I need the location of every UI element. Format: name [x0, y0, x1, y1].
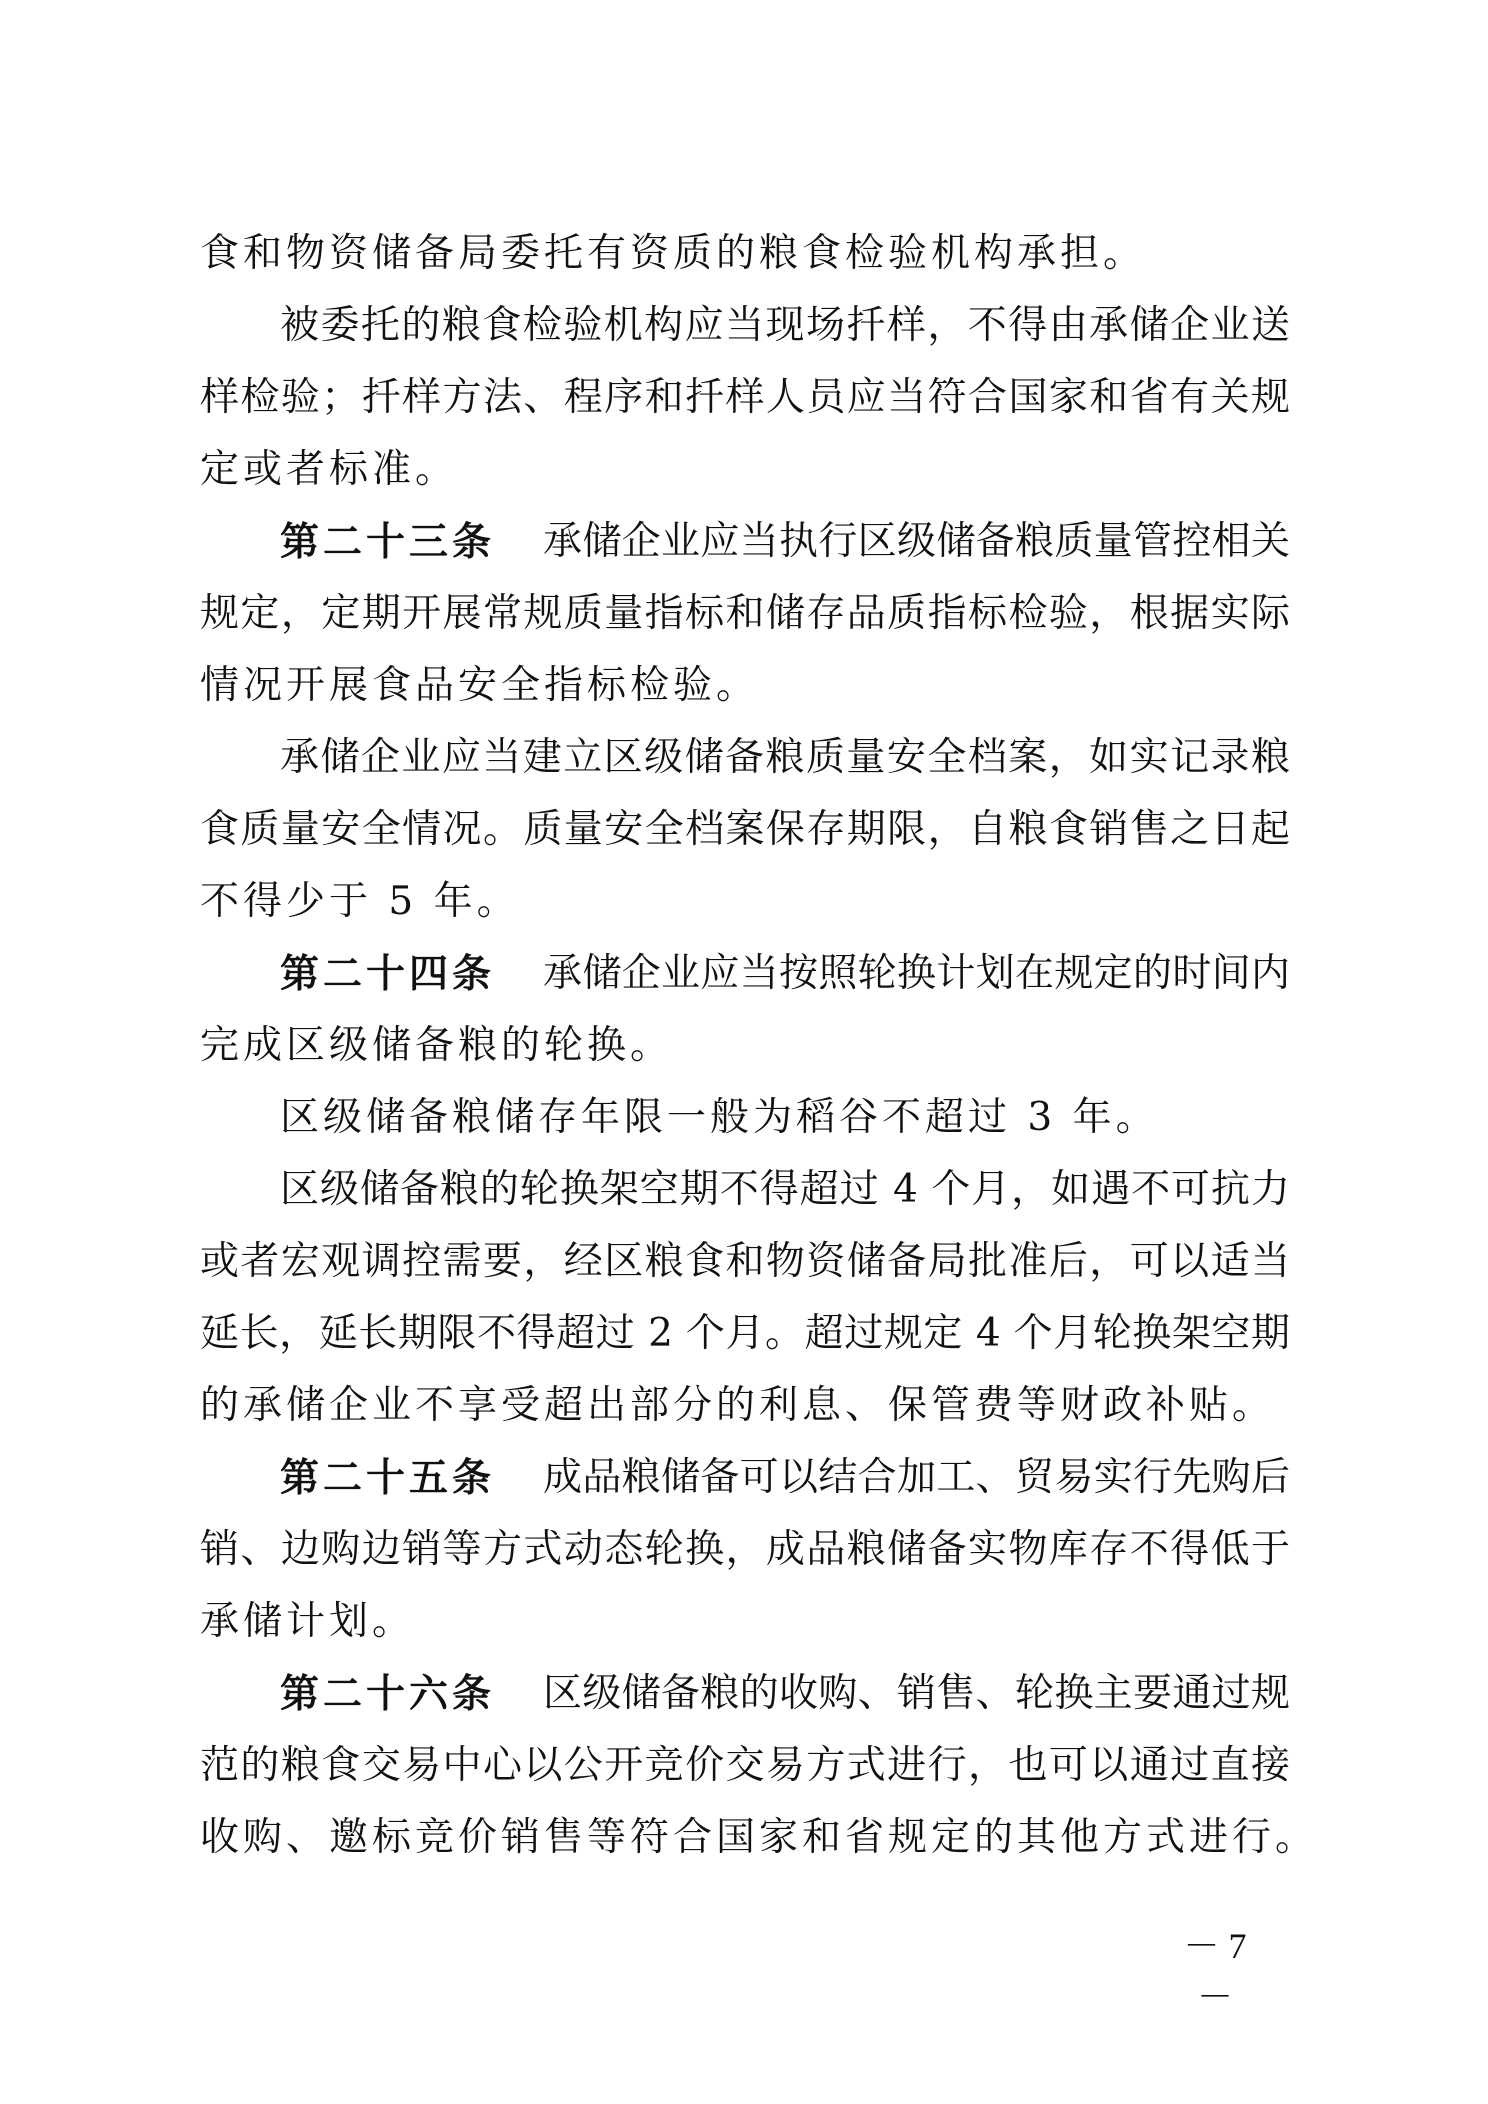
paragraph-text: 不得少于 5 年。: [200, 879, 520, 924]
text-line: [200, 1298, 1290, 1370]
text-line: [200, 578, 1290, 650]
text-line: [200, 866, 1290, 938]
paragraph-text: 完成区级储备粮的轮换。: [200, 1023, 674, 1068]
text-line: [200, 1082, 1290, 1154]
article-heading: 第二十四条: [280, 951, 496, 997]
article-heading: 第二十三条: [280, 519, 496, 565]
paragraph-text: 或者宏观调控需要，经区粮食和物资储备局批准后，可以适当: [200, 1239, 1290, 1284]
paragraph-text: 食质量安全情况。质量安全档案保存期限，自粮食销售之日起: [200, 807, 1290, 852]
article-heading: 第二十六条: [280, 1671, 496, 1717]
article-heading: 第二十五条: [280, 1455, 496, 1501]
text-line: [200, 434, 1290, 506]
paragraph-text: 区级储备粮的收购、销售、轮换主要通过规: [543, 1671, 1290, 1716]
text-line: [200, 1226, 1290, 1298]
text-line: [200, 1586, 1290, 1658]
paragraph-text: 承储计划。: [200, 1599, 416, 1644]
paragraph-text: 范的粮食交易中心以公开竞价交易方式进行，也可以通过直接: [200, 1743, 1290, 1788]
paragraph-text: 规定，定期开展常规质量指标和储存品质指标检验，根据实际: [200, 591, 1290, 636]
text-line: [200, 1730, 1290, 1802]
paragraph-text: 样检验；扦样方法、程序和扦样人员应当符合国家和省有关规: [200, 375, 1290, 420]
text-line: [200, 794, 1290, 866]
text-line: [200, 362, 1290, 434]
paragraph-text: 销、边购边销等方式动态轮换，成品粮储备实物库存不得低于: [200, 1527, 1290, 1572]
text-line: [200, 1514, 1290, 1586]
document-body: [200, 218, 1319, 1874]
article-24-line: [200, 938, 1290, 1010]
paragraph-text: 被委托的粮食检验机构应当现场扦样，不得由承储企业送: [280, 303, 1290, 348]
paragraph-text: 延长，延长期限不得超过 2 个月。超过规定 4 个月轮换架空期: [200, 1311, 1290, 1356]
article-23-line: [200, 506, 1290, 578]
paragraph-text: 的承储企业不享受超出部分的利息、保管费等财政补贴。: [200, 1383, 1276, 1428]
paragraph-text: 区级储备粮储存年限一般为稻谷不超过 3 年。: [280, 1095, 1159, 1140]
article-25-line: [200, 1442, 1290, 1514]
paragraph-text: 定或者标准。: [200, 447, 459, 492]
text-line: [200, 650, 1290, 722]
article-26-line: [200, 1658, 1290, 1730]
paragraph-text: 食和物资储备局委托有资质的粮食检验机构承担。: [200, 231, 1147, 276]
text-line: [200, 1370, 1290, 1442]
page-number: － 7 －: [1183, 1926, 1247, 2017]
paragraph-text: 成品粮储备可以结合加工、贸易实行先购后: [543, 1455, 1290, 1500]
text-line: [200, 1802, 1319, 1874]
paragraph-text: 承储企业应当执行区级储备粮质量管控相关: [543, 519, 1290, 564]
text-line: [200, 1154, 1290, 1226]
paragraph-text: 承储企业应当建立区级储备粮质量安全档案，如实记录粮: [280, 735, 1290, 780]
text-line: [200, 1010, 1290, 1082]
paragraph-text: 情况开展食品安全指标检验。: [200, 663, 760, 708]
text-line: [200, 290, 1290, 362]
paragraph-text: 区级储备粮的轮换架空期不得超过 4 个月，如遇不可抗力: [280, 1167, 1290, 1212]
text-line: [200, 218, 1290, 290]
paragraph-text: 承储企业应当按照轮换计划在规定的时间内: [543, 951, 1290, 996]
paragraph-text: 收购、邀标竞价销售等符合国家和省规定的其他方式进行。: [200, 1815, 1319, 1860]
text-line: [200, 722, 1290, 794]
